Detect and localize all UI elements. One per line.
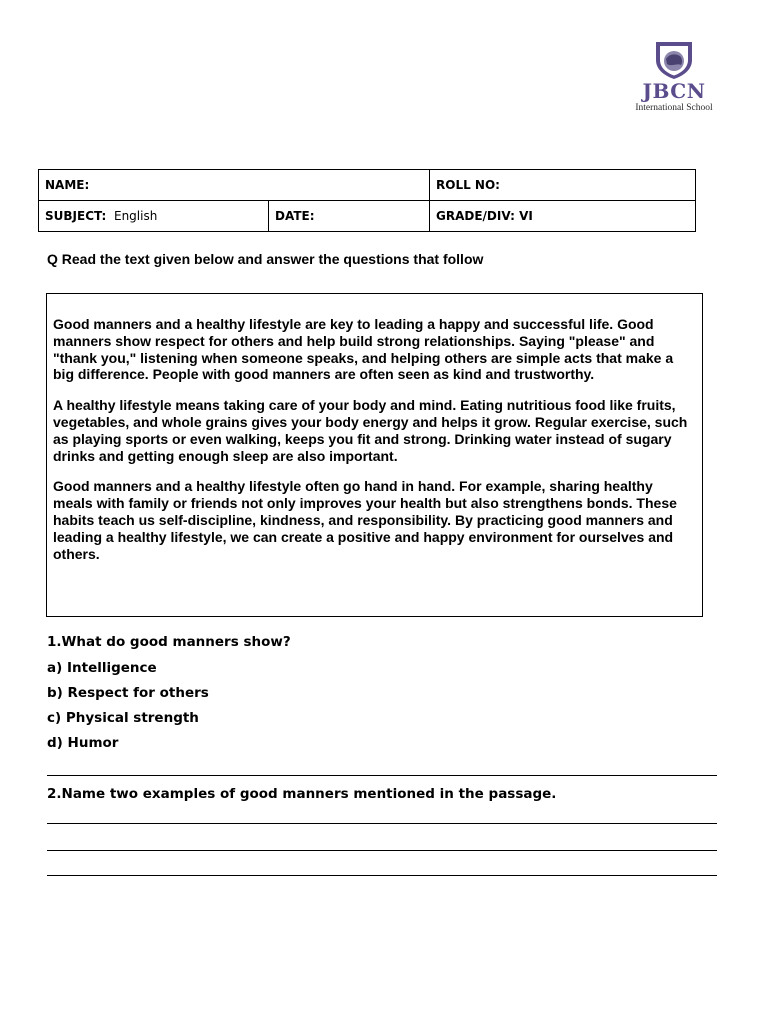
name-label: NAME: [45, 178, 90, 192]
grade-field [430, 201, 696, 232]
date-field[interactable] [269, 201, 430, 232]
passage-paragraph: A healthy lifestyle means taking care of your body and mind. Eating nutritious food like fruits, vegetables, and whole grains gives your body energy and helps it grow. Regular exercise, such as playing sports or even walking, keeps you fit and strong. Drinking water instead of sugary drinks and getting enough sleep are also important. [53, 397, 688, 464]
question-2: 2.Name two examples of good manners mentioned in the passage. [47, 786, 557, 802]
name-field[interactable] [39, 170, 430, 201]
q1-option-c[interactable]: c) Physical strength [47, 710, 199, 726]
answer-line-4[interactable] [47, 875, 717, 876]
subject-label: SUBJECT: [45, 209, 107, 223]
reading-passage [46, 293, 703, 617]
info-row-2 [39, 201, 696, 232]
date-label: DATE: [275, 209, 315, 223]
q1-option-a[interactable]: a) Intelligence [47, 660, 157, 676]
q1-option-d[interactable]: d) Humor [47, 735, 119, 751]
passage-paragraph: Good manners and a healthy lifestyle often go hand in hand. For example, sharing healthy meals with family or friends not only improves your health but also strengthens bonds. These habits teach us self-discipline, kindness, and responsibility. By practicing good manners and leading a healthy lifestyle, we can create a positive and happy environment for ourselves and others. [53, 478, 677, 562]
school-logo [624, 40, 724, 116]
info-row-1 [39, 170, 696, 201]
passage-paragraph: Good manners and a healthy lifestyle are key to leading a happy and successful life. Good manners show respect for others and help build strong relationships. Saying "please" and "thank you," listening when someone speaks, and helping others are simple acts that make a big difference. People with good manners are often seen as kind and trustworthy. [53, 316, 674, 383]
grade-label: GRADE/DIV: VI [436, 209, 533, 223]
answer-line-3[interactable] [47, 850, 717, 851]
subject-field [39, 201, 269, 232]
roll-no-field[interactable] [430, 170, 696, 201]
school-subtitle: International School [635, 103, 713, 113]
roll-no-label: ROLL NO: [436, 178, 500, 192]
subject-value: English [113, 209, 158, 223]
answer-line-2[interactable] [47, 823, 717, 824]
instruction-text: Q Read the text given below and answer the questions that follow [47, 251, 484, 267]
shield-icon [653, 40, 695, 80]
question-1: 1.What do good manners show? [47, 634, 291, 650]
answer-line-1[interactable] [47, 775, 717, 776]
school-name: JBCN [642, 79, 706, 103]
student-info-table [38, 169, 696, 232]
q1-option-b[interactable]: b) Respect for others [47, 685, 209, 701]
